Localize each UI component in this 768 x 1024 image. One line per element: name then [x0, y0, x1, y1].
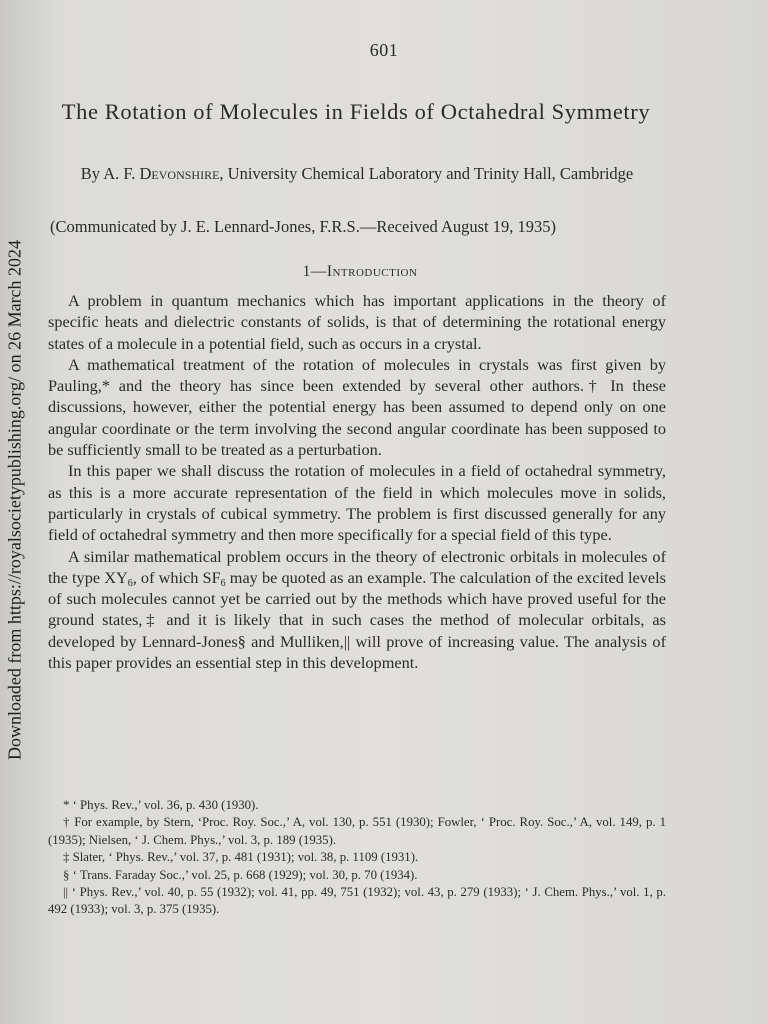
- byline-affiliation: , University Chemical Laboratory and Trinity Hall, Cambridge: [219, 164, 634, 183]
- footnote: † For example, by Stern, ‘Proc. Roy. Soc.,’ A, vol. 130, p. 551 (1930); Fowler, ‘ Proc. Roy. Soc.,’ A, vol. 149, p. 1 (1935); Nielsen, ‘ J. Chem. Phys.,’ vol. 3, p. 189 (1935).: [48, 815, 666, 847]
- communicated-line: (Communicated by J. E. Lennard-Jones, F.R.S.—Received August 19, 1935): [50, 217, 556, 236]
- byline: [46, 164, 668, 184]
- page-number: 601: [369, 40, 399, 60]
- download-watermark: [2, 239, 28, 761]
- paragraph-4-part-a: A similar mathematical problem occurs in the theory of electronic orbitals in molecules of the type XY: [48, 546, 666, 587]
- footnote: || ‘ Phys. Rev.,’ vol. 40, p. 55 (1932); vol. 41, pp. 49, 751 (1932); vol. 43, p. 279 (1933); ‘ J. Chem. Phys.,’ vol. 1, p. 492 (1933); vol. 3, p. 375 (1935).: [48, 885, 666, 917]
- paragraph-4-part-b: , of which SF: [132, 567, 221, 587]
- author-surname: Devonshire: [139, 164, 220, 183]
- footnote: * ‘ Phys. Rev.,’ vol. 36, p. 430 (1930).: [63, 798, 259, 812]
- download-note: Downloaded from https://royalsocietypublishing.org/ on 26 March 2024: [4, 239, 25, 761]
- paragraph-4-part-c: may be quoted as an example. The calculation of the excited levels of such molecules cannot yet be carried out by the methods which have proved useful for the ground states,‡ and it is likely that in such cases the method of molecular orbitals, as developed by Lennard-Jones§ and Mulliken,|| will prove of increasing value. The analysis of this paper provides an essential step in this development.: [48, 567, 667, 673]
- footnote: § ‘ Trans. Faraday Soc.,’ vol. 25, p. 668 (1929); vol. 30, p. 70 (1934).: [63, 867, 418, 882]
- article-title: The Rotation of Molecules in Fields of Octahedral Symmetry: [61, 99, 651, 124]
- footnotes: [48, 797, 666, 919]
- subscript-sf6: 6: [220, 577, 226, 589]
- paragraph-1: A problem in quantum mechanics which has important applications in the theory of specific heats and dielectric constants of solids, is that of determining the rotational energy states of a molecule in a potential field, such as occurs in a crystal.: [48, 291, 666, 353]
- article-body: [48, 290, 666, 673]
- section-heading: 1—Introduction: [302, 263, 418, 280]
- subscript-xy6: 6: [127, 577, 133, 589]
- byline-prefix: By A. F.: [80, 164, 140, 183]
- footnote: ‡ Slater, ‘ Phys. Rev.,’ vol. 37, p. 481 (1931); vol. 38, p. 1109 (1931).: [63, 850, 419, 865]
- paragraph-4: [48, 546, 666, 674]
- paragraph-2: A mathematical treatment of the rotation of molecules in crystals was first given by Pauling,* and the theory has since been extended by several other authors.† In these discussions, however, either the potential energy has been assumed to depend only on one angular coordinate or the term involving the second angular coordinate has been supposed to be sufficiently small to be treated as a perturbation.: [48, 354, 666, 460]
- paragraph-3: In this paper we shall discuss the rotation of molecules in a field of octahedral symmetry, as this is a more accurate representation of the field in which molecules move in solids, particularly in crystals of cubical symmetry. The problem is first discussed generally for any field of octahedral symmetry and then more specifically for a special field of this type.: [48, 461, 666, 545]
